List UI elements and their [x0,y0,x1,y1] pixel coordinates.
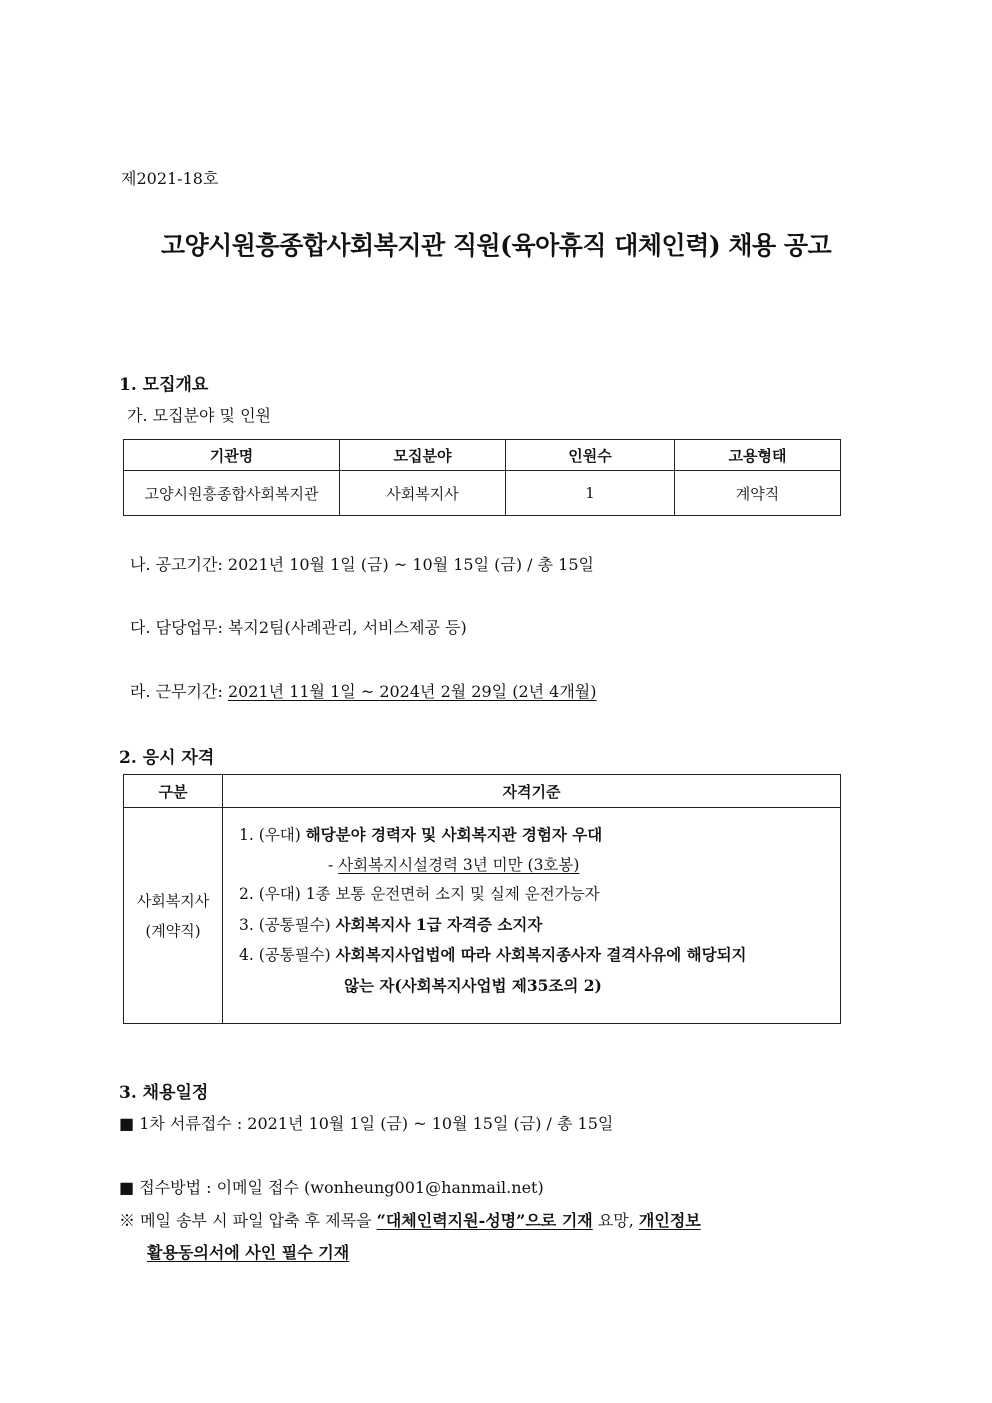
section2-heading: 2. 응시 자격 [119,748,215,768]
table-cell: 1 [506,471,675,516]
criteria-text: 사회복지시설경력 3년 미만 (3호봉) [338,855,580,874]
note-line-continued: 활용동의서에 사인 필수 기재 [147,1243,350,1262]
criteria-item [239,971,840,1002]
table-row [124,808,841,1024]
criteria-prefix: - [328,855,339,874]
work-period-value: 2021년 11월 1일 ~ 2024년 2월 29일 (2년 4개월) [227,682,597,701]
criteria-item [239,910,840,941]
criteria-prefix: 4. (공통필수) [239,946,336,964]
table-header-cell: 고용형태 [675,440,841,471]
note-emphasis: “대체인력지원-성명”으로 기재 [376,1211,593,1230]
criteria-item [239,851,840,881]
note-emphasis: 개인정보 [638,1211,701,1230]
criteria-text: 해당분야 경력자 및 사회복지관 경험자 우대 [305,825,603,844]
table-row [124,471,841,516]
posting-period: 나. 공고기간: 2021년 10월 1일 (금) ~ 10월 15일 (금) / 총 15일 [130,555,594,574]
qualification-table [123,774,841,1024]
table-cell: 사회복지사 [340,471,506,516]
table-header-cell: 기관명 [124,440,340,471]
work-period [130,679,597,702]
table-header-cell: 모집분야 [340,440,506,471]
criteria-item [239,940,840,971]
criteria-prefix: 3. (공통필수) [239,915,336,934]
note-line [119,1208,701,1231]
criteria-item [239,880,840,910]
table-header-row [124,440,841,471]
table-header-cell: 인원수 [506,440,675,471]
table-header-cell: 구분 [124,775,223,808]
document-number: 제2021-18호 [121,169,219,188]
criteria-text: 사회복지사업법에 따라 사회복지종사자 결격사유에 해당되지 [335,945,747,964]
criteria-text: 사회복지사 1급 자격증 소지자 [335,914,543,934]
criteria-prefix: 2. (우대) [239,885,306,903]
table-cell: 계약직 [675,471,841,516]
criteria-text: 않는 자(사회복지사업법 제35조의 2) [344,975,602,995]
criteria-text: 1종 보통 운전면허 소지 및 실제 운전가능자 [305,885,600,903]
table-header-cell: 자격기준 [223,775,841,808]
note-text: 메일 송부 시 파일 압축 후 제목을 [135,1211,377,1230]
note-text: 요망, [592,1211,639,1230]
criteria-cell [223,808,841,1024]
table-header-row [124,775,841,808]
schedule-bullet: ■ 1차 서류접수 : 2021년 10월 1일 (금) ~ 10월 15일 (금) / 총 15일 [119,1114,614,1133]
table-cell: 고양시원흥종합사회복지관 [124,471,340,516]
section1-heading: 1. 모집개요 [119,375,209,395]
criteria-item [239,820,840,851]
duty-description: 다. 담당업무: 복지2팀(사례관리, 서비스제공 등) [130,618,467,637]
section1-sub-ga: 가. 모집분야 및 인원 [127,406,271,425]
page-title: 고양시원흥종합사회복지관 직원(육아휴직 대체인력) 채용 공고 [160,231,832,260]
category-line: (계약직) [145,921,201,940]
category-cell [124,808,223,1024]
section3-heading: 3. 채용일정 [119,1083,209,1103]
note-mark: ※ [119,1211,136,1230]
category-line: 사회복지사 [136,891,210,910]
application-method: ■ 접수방법 : 이메일 접수 (wonheung001@hanmail.net) [119,1178,544,1197]
work-period-label: 라. 근무기간: [130,682,228,701]
recruitment-table [123,439,841,516]
criteria-prefix: 1. (우대) [239,826,306,844]
